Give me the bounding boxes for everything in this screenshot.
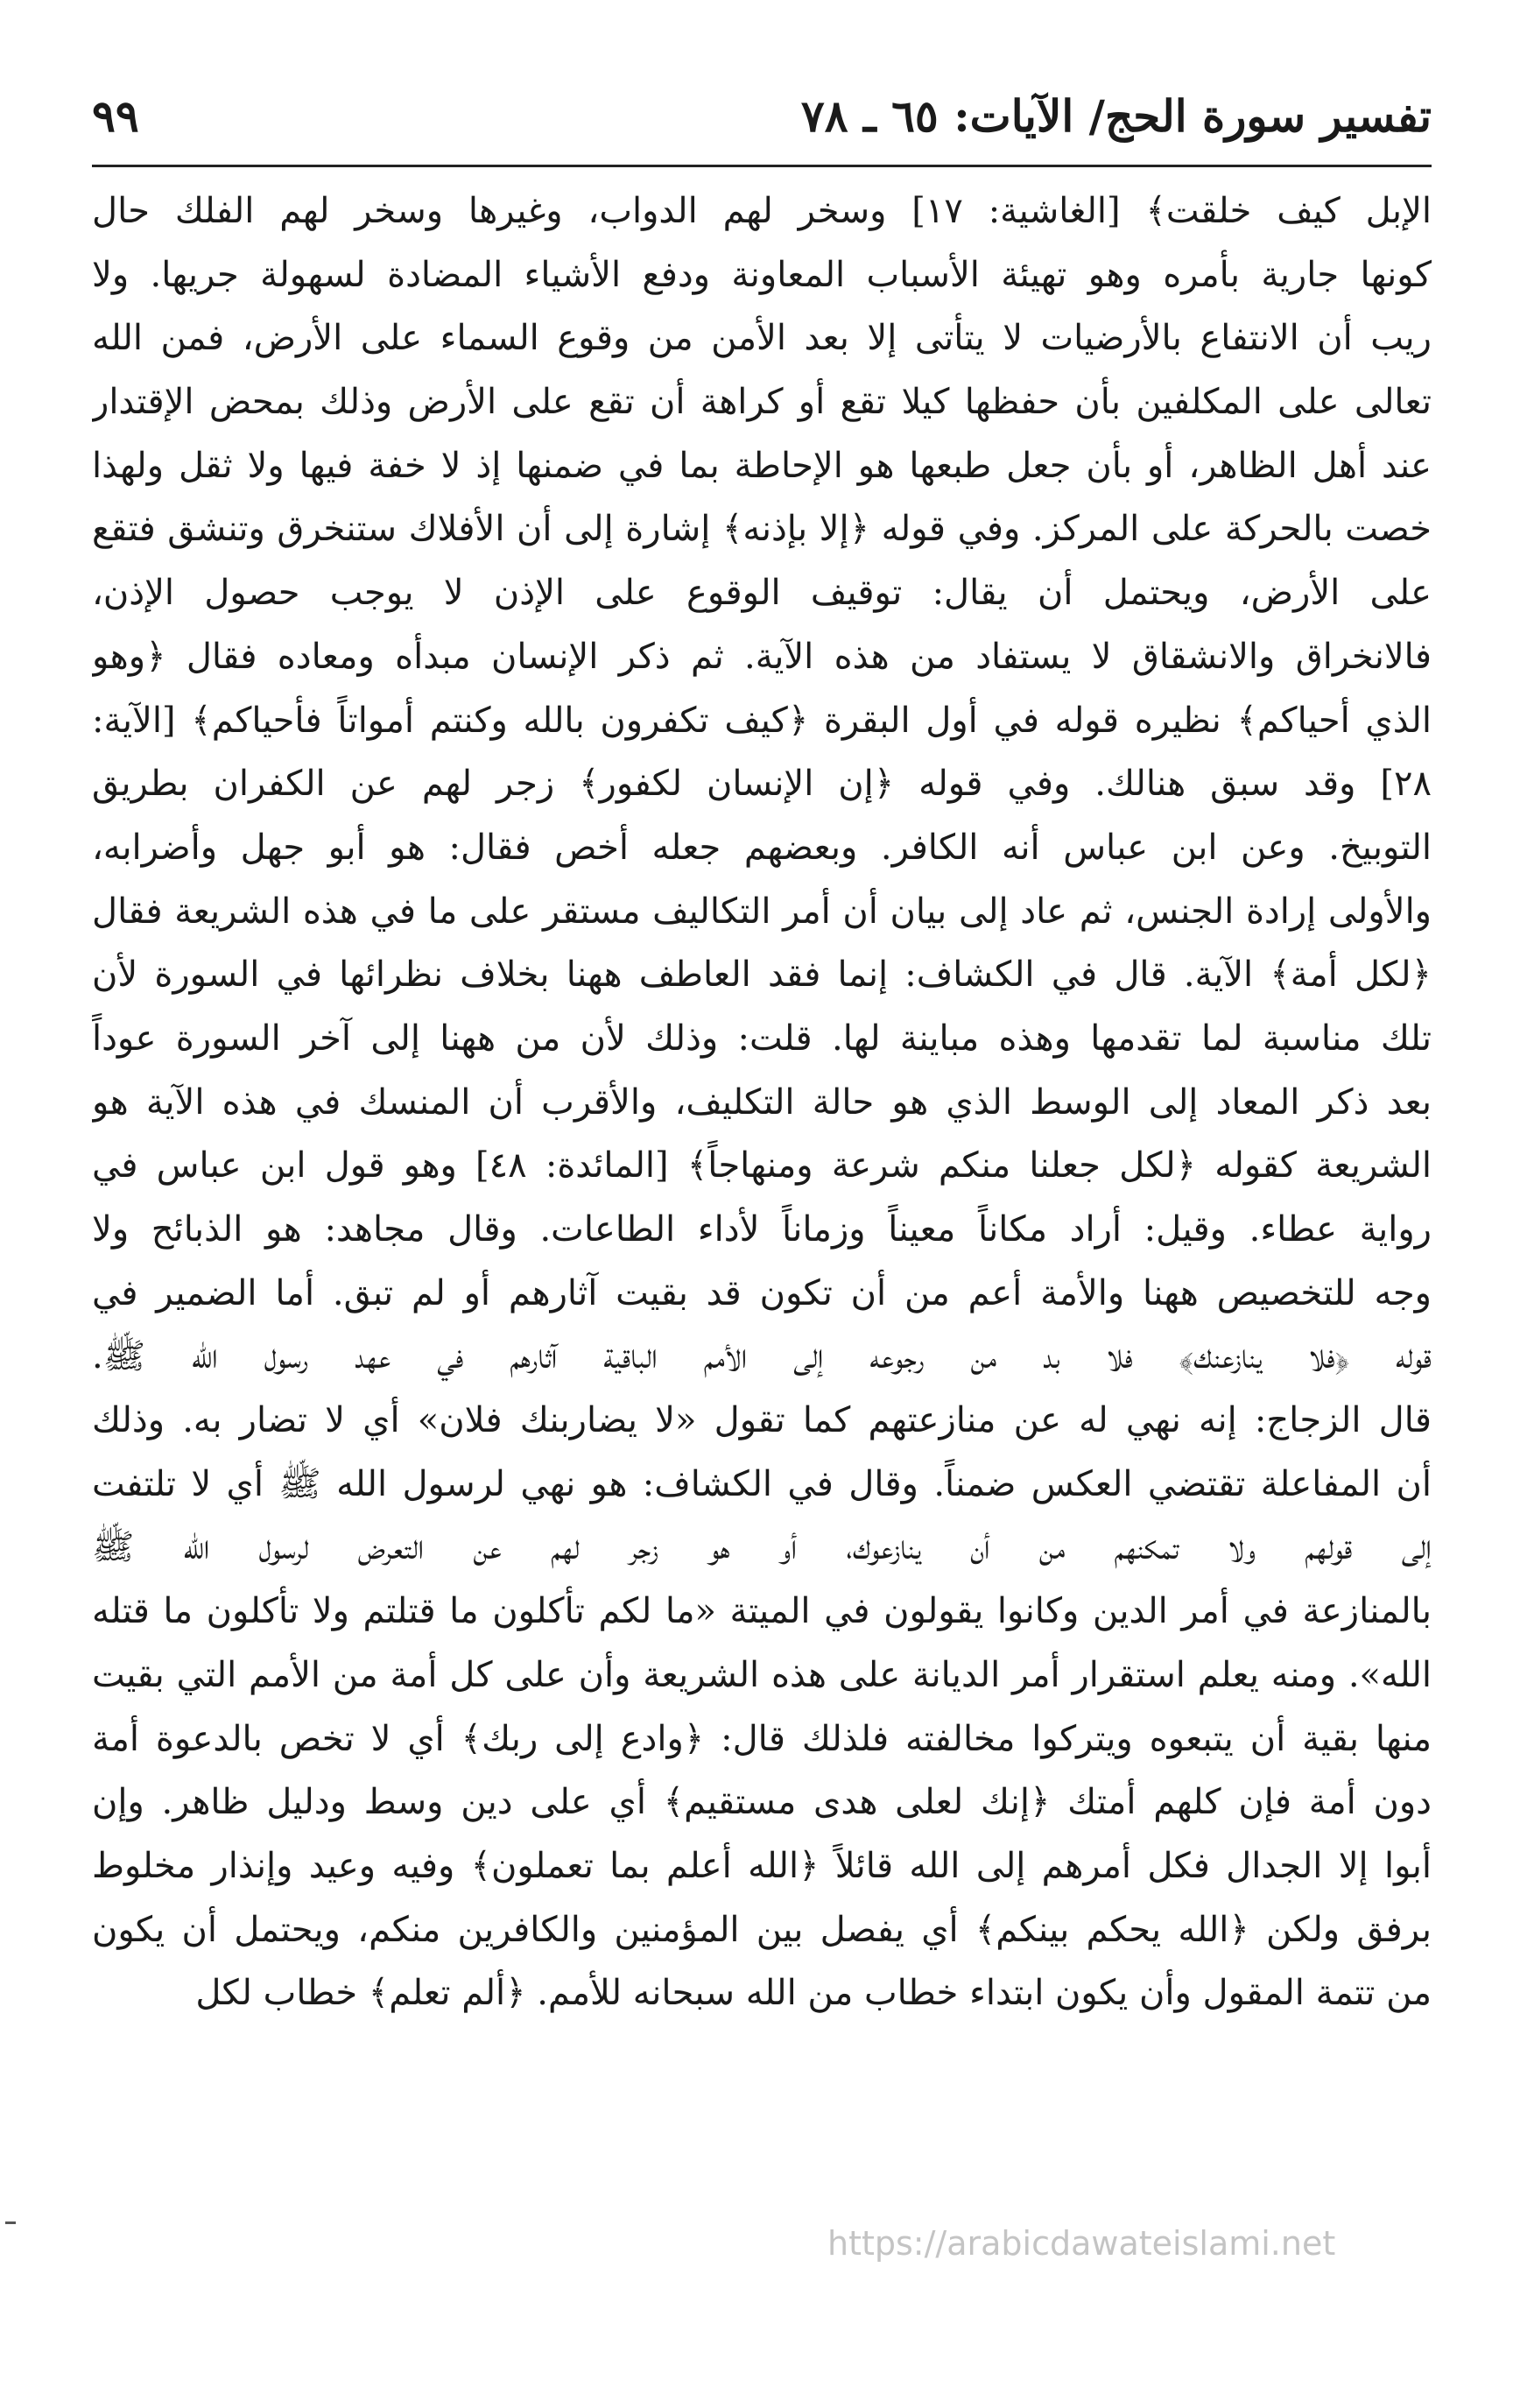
text-line: أبوا إلا الجدال فكل أمرهم إلى الله قائلاً ﴿الله أعلم بما تعملون﴾ وفيه وعيد وإنذار مخلوط [92, 1845, 1432, 1886]
page-number: ٩٩ [92, 90, 139, 142]
watermark: https://arabicdawateislami.net [827, 2224, 1336, 2263]
scan-edge-mark [5, 2221, 16, 2224]
text-line: وجه للتخصيص ههنا والأمة أعم من أن تكون قد بقيت آثارهم أو لم تبق. أما الضمير في [92, 1272, 1432, 1313]
text-line: بالمنازعة في أمر الدين وكانوا يقولون في الميتة «ما لكم تأكلون ما قتلتم ولا تأكلون ما قتله [92, 1591, 1432, 1632]
text-line: عند أهل الظاهر، أو بأن جعل طبعها هو الإحاطة بما في ضمنها إذ لا خفة فيها ولا ثقل ولهذا [92, 445, 1432, 486]
text-line: قوله ﴿فلا ينازعنك﴾ فلا بد من رجوعه إلى الأمم الباقية آثارهم في عهد رسول الله ﷺ. [92, 1336, 1432, 1377]
text-line: فالانخراق والانشقاق لا يستفاد من هذه الآية. ثم ذكر الإنسان مبدأه ومعاده فقال ﴿وهو [92, 636, 1432, 677]
page-header [92, 83, 1432, 162]
text-line: إلى قولهم ولا تمكنهم من أن ينازعوك، أو هو زجر لهم عن التعرض لرسول الله ﷺ [92, 1527, 1432, 1568]
text-line: من تتمة المقول وأن يكون ابتداء خطاب من الله سبحانه للأمم. ﴿ألم تعلم﴾ خطاب لكل [195, 1973, 1432, 2014]
text-line: أن المفاعلة تقتضي العكس ضمناً. وقال في الكشاف: هو نهي لرسول الله ﷺ أي لا تلتفت [92, 1463, 1432, 1504]
running-title: تفسير سورة الحج/ الآيات: ٦٥ ـ ٧٨ [800, 90, 1432, 142]
text-line: تلك مناسبة لما تقدمها وهذه مباينة لها. قلت: وذلك لأن من ههنا إلى آخر السورة عوداً [92, 1017, 1432, 1059]
text-line: على الأرض، ويحتمل أن يقال: توقيف الوقوع على الإذن لا يوجب حصول الإذن، [92, 573, 1432, 614]
text-line: الشريعة كقوله ﴿لكل جعلنا منكم شرعة ومنهاجاً﴾ [المائدة: ٤٨] وهو قول ابن عباس في [92, 1145, 1432, 1186]
text-line: التوبيخ. وعن ابن عباس أنه الكافر. وبعضهم جعله أخص فقال: هو أبو جهل وأضرابه، [92, 827, 1432, 868]
text-line: رواية عطاء. وقيل: أراد مكاناً معيناً وزماناً لأداء الطاعات. وقال مجاهد: هو الذبائح ولا [92, 1209, 1432, 1250]
header-divider [92, 165, 1432, 167]
text-line: منها بقية أن يتبعوه ويتركوا مخالفته فلذلك قال: ﴿وادع إلى ربك﴾ أي لا تخص بالدعوة أمة [92, 1718, 1432, 1759]
text-line: كونها جارية بأمره وهو تهيئة الأسباب المعاونة ودفع الأشياء المضادة لسهولة جريها. ولا [92, 254, 1432, 295]
text-line: قال الزجاج: إنه نهي له عن منازعتهم كما تقول «لا يضاربنك فلان» أي لا تضار به. وذلك [92, 1400, 1432, 1441]
text-line: الإبل كيف خلقت﴾ [الغاشية: ١٧] وسخر لهم الدواب، وغيرها وسخر لهم الفلك حال [92, 191, 1432, 231]
text-line: تعالى على المكلفين بأن حفظها كيلا تقع أو كراهة أن تقع على الأرض وذلك بمحض الإقتدار [92, 382, 1432, 423]
text-line: دون أمة فإن كلهم أمتك ﴿إنك لعلى هدى مستقيم﴾ أي على دين وسط ودليل ظاهر. وإن [92, 1782, 1432, 1823]
text-line: والأولى إرادة الجنس، ثم عاد إلى بيان أن أمر التكاليف مستقر على ما في هذه الشريعة فقال [92, 891, 1432, 932]
body-text [92, 180, 1432, 2025]
text-line: ٢٨] وقد سبق هنالك. وفي قوله ﴿إن الإنسان لكفور﴾ زجر لهم عن الكفران بطريق [92, 764, 1432, 805]
text-line: بعد ذكر المعاد إلى الوسط الذي هو حالة التكليف، والأقرب أن المنسك في هذه الآية هو [92, 1081, 1432, 1123]
text-line: الذي أحياكم﴾ نظيره قوله في أول البقرة ﴿كيف تكفرون بالله وكنتم أمواتاً فأحياكم﴾ [الآية: [92, 700, 1432, 741]
text-line: خصت بالحركة على المركز. وفي قوله ﴿إلا بإذنه﴾ إشارة إلى أن الأفلاك ستنخرق وتنشق فتقع [92, 509, 1432, 550]
text-line: برفق ولكن ﴿الله يحكم بينكم﴾ أي يفصل بين المؤمنين والكافرين منكم، ويحتمل أن يكون [92, 1909, 1432, 1950]
text-line: ﴿لكل أمة﴾ الآية. قال في الكشاف: إنما فقد العاطف ههنا بخلاف نظرائها في السورة لأن [92, 954, 1432, 996]
text-line: ريب أن الانتفاع بالأرضيات لا يتأتى إلا بعد الأمن من وقوع السماء على الأرض، فمن الله [92, 318, 1432, 359]
text-line: الله». ومنه يعلم استقرار أمر الديانة على هذه الشريعة وأن على كل أمة من الأمم التي بقيت [92, 1654, 1432, 1695]
